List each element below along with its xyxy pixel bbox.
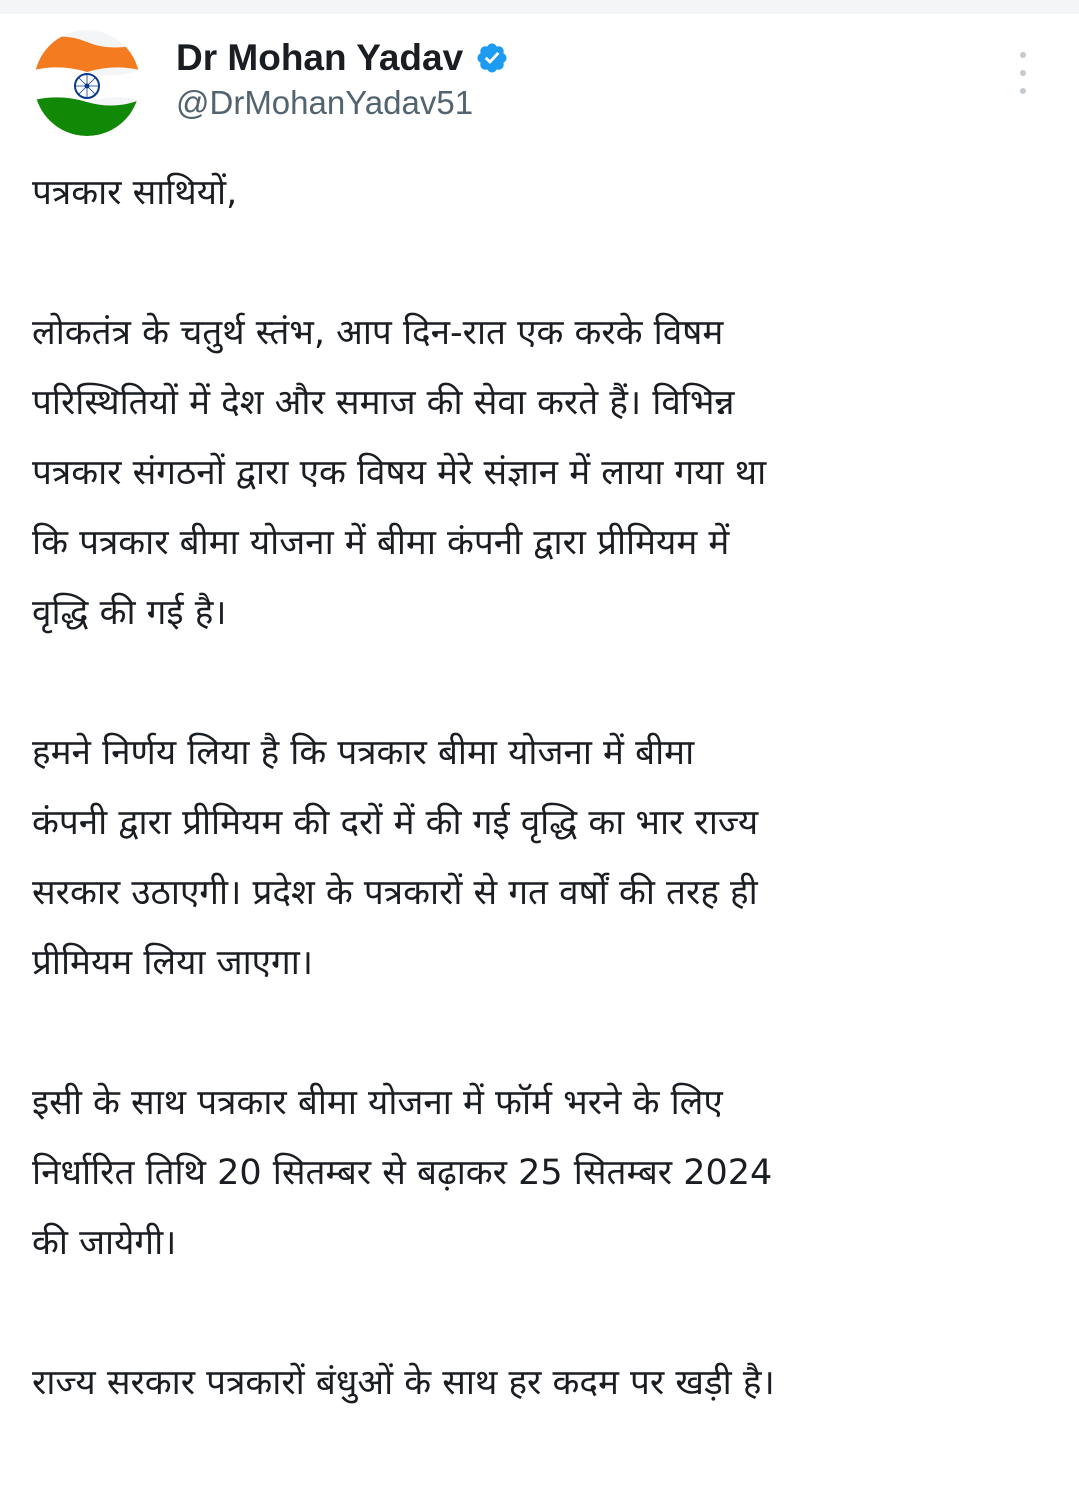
author-name-row	[176, 34, 509, 82]
tweet-line: लोकतंत्र के चतुर्थ स्तंभ, आप दिन-रात एक करके विषम	[32, 313, 724, 353]
tweet-line: पत्रकार साथियों,	[32, 173, 238, 213]
more-dot	[1020, 88, 1026, 94]
author-display-name[interactable]: Dr Mohan Yadav	[176, 37, 464, 78]
tweet-paragraph	[32, 298, 1052, 648]
tweet-line: हमने निर्णय लिया है कि पत्रकार बीमा योजना में बीमा	[32, 733, 695, 773]
tweet-paragraph	[32, 1348, 1052, 1418]
tweet-header	[0, 0, 1079, 150]
verified-badge-icon	[475, 41, 509, 75]
tweet-paragraph	[32, 718, 1052, 998]
tweet-line: निर्धारित तिथि 20 सितम्बर से बढ़ाकर 25 सितम्बर 2024	[32, 1153, 773, 1193]
author-handle[interactable]: @DrMohanYadav51	[176, 84, 474, 121]
tweet-line: कि पत्रकार बीमा योजना में बीमा कंपनी द्वारा प्रीमियम में	[32, 523, 730, 563]
tweet-line: राज्य सरकार पत्रकारों बंधुओं के साथ हर कदम पर खड़ी है।	[32, 1363, 775, 1403]
tweet-line: वृद्धि की गई है।	[32, 593, 227, 633]
tweet-line: प्रीमियम लिया जाएगा।	[32, 943, 314, 983]
tweet-line: कंपनी द्वारा प्रीमियम की दरों में की गई वृद्धि का भार राज्य	[32, 803, 759, 843]
tweet-text	[32, 158, 1052, 1418]
tweet-line: इसी के साथ पत्रकार बीमा योजना में फॉर्म भरने के लिए	[32, 1083, 723, 1123]
tweet-line: सरकार उठाएगी। प्रदेश के पत्रकारों से गत वर्षों की तरह ही	[32, 873, 758, 913]
tweet-line: परिस्थितियों में देश और समाज की सेवा करते हैं। विभिन्न	[32, 383, 735, 423]
more-dot	[1020, 52, 1026, 58]
tweet-paragraph	[32, 158, 1052, 228]
translate-post-link[interactable]	[32, 1484, 40, 1496]
more-vertical-icon[interactable]	[1010, 52, 1036, 94]
more-dot	[1020, 70, 1026, 76]
tweet-line: की जायेगी।	[32, 1223, 177, 1263]
tweet-line: पत्रकार संगठनों द्वारा एक विषय मेरे संज्ञान में लाया गया था	[32, 453, 767, 493]
india-flag-avatar-icon[interactable]	[34, 30, 140, 136]
tweet-paragraph	[32, 1068, 1052, 1278]
